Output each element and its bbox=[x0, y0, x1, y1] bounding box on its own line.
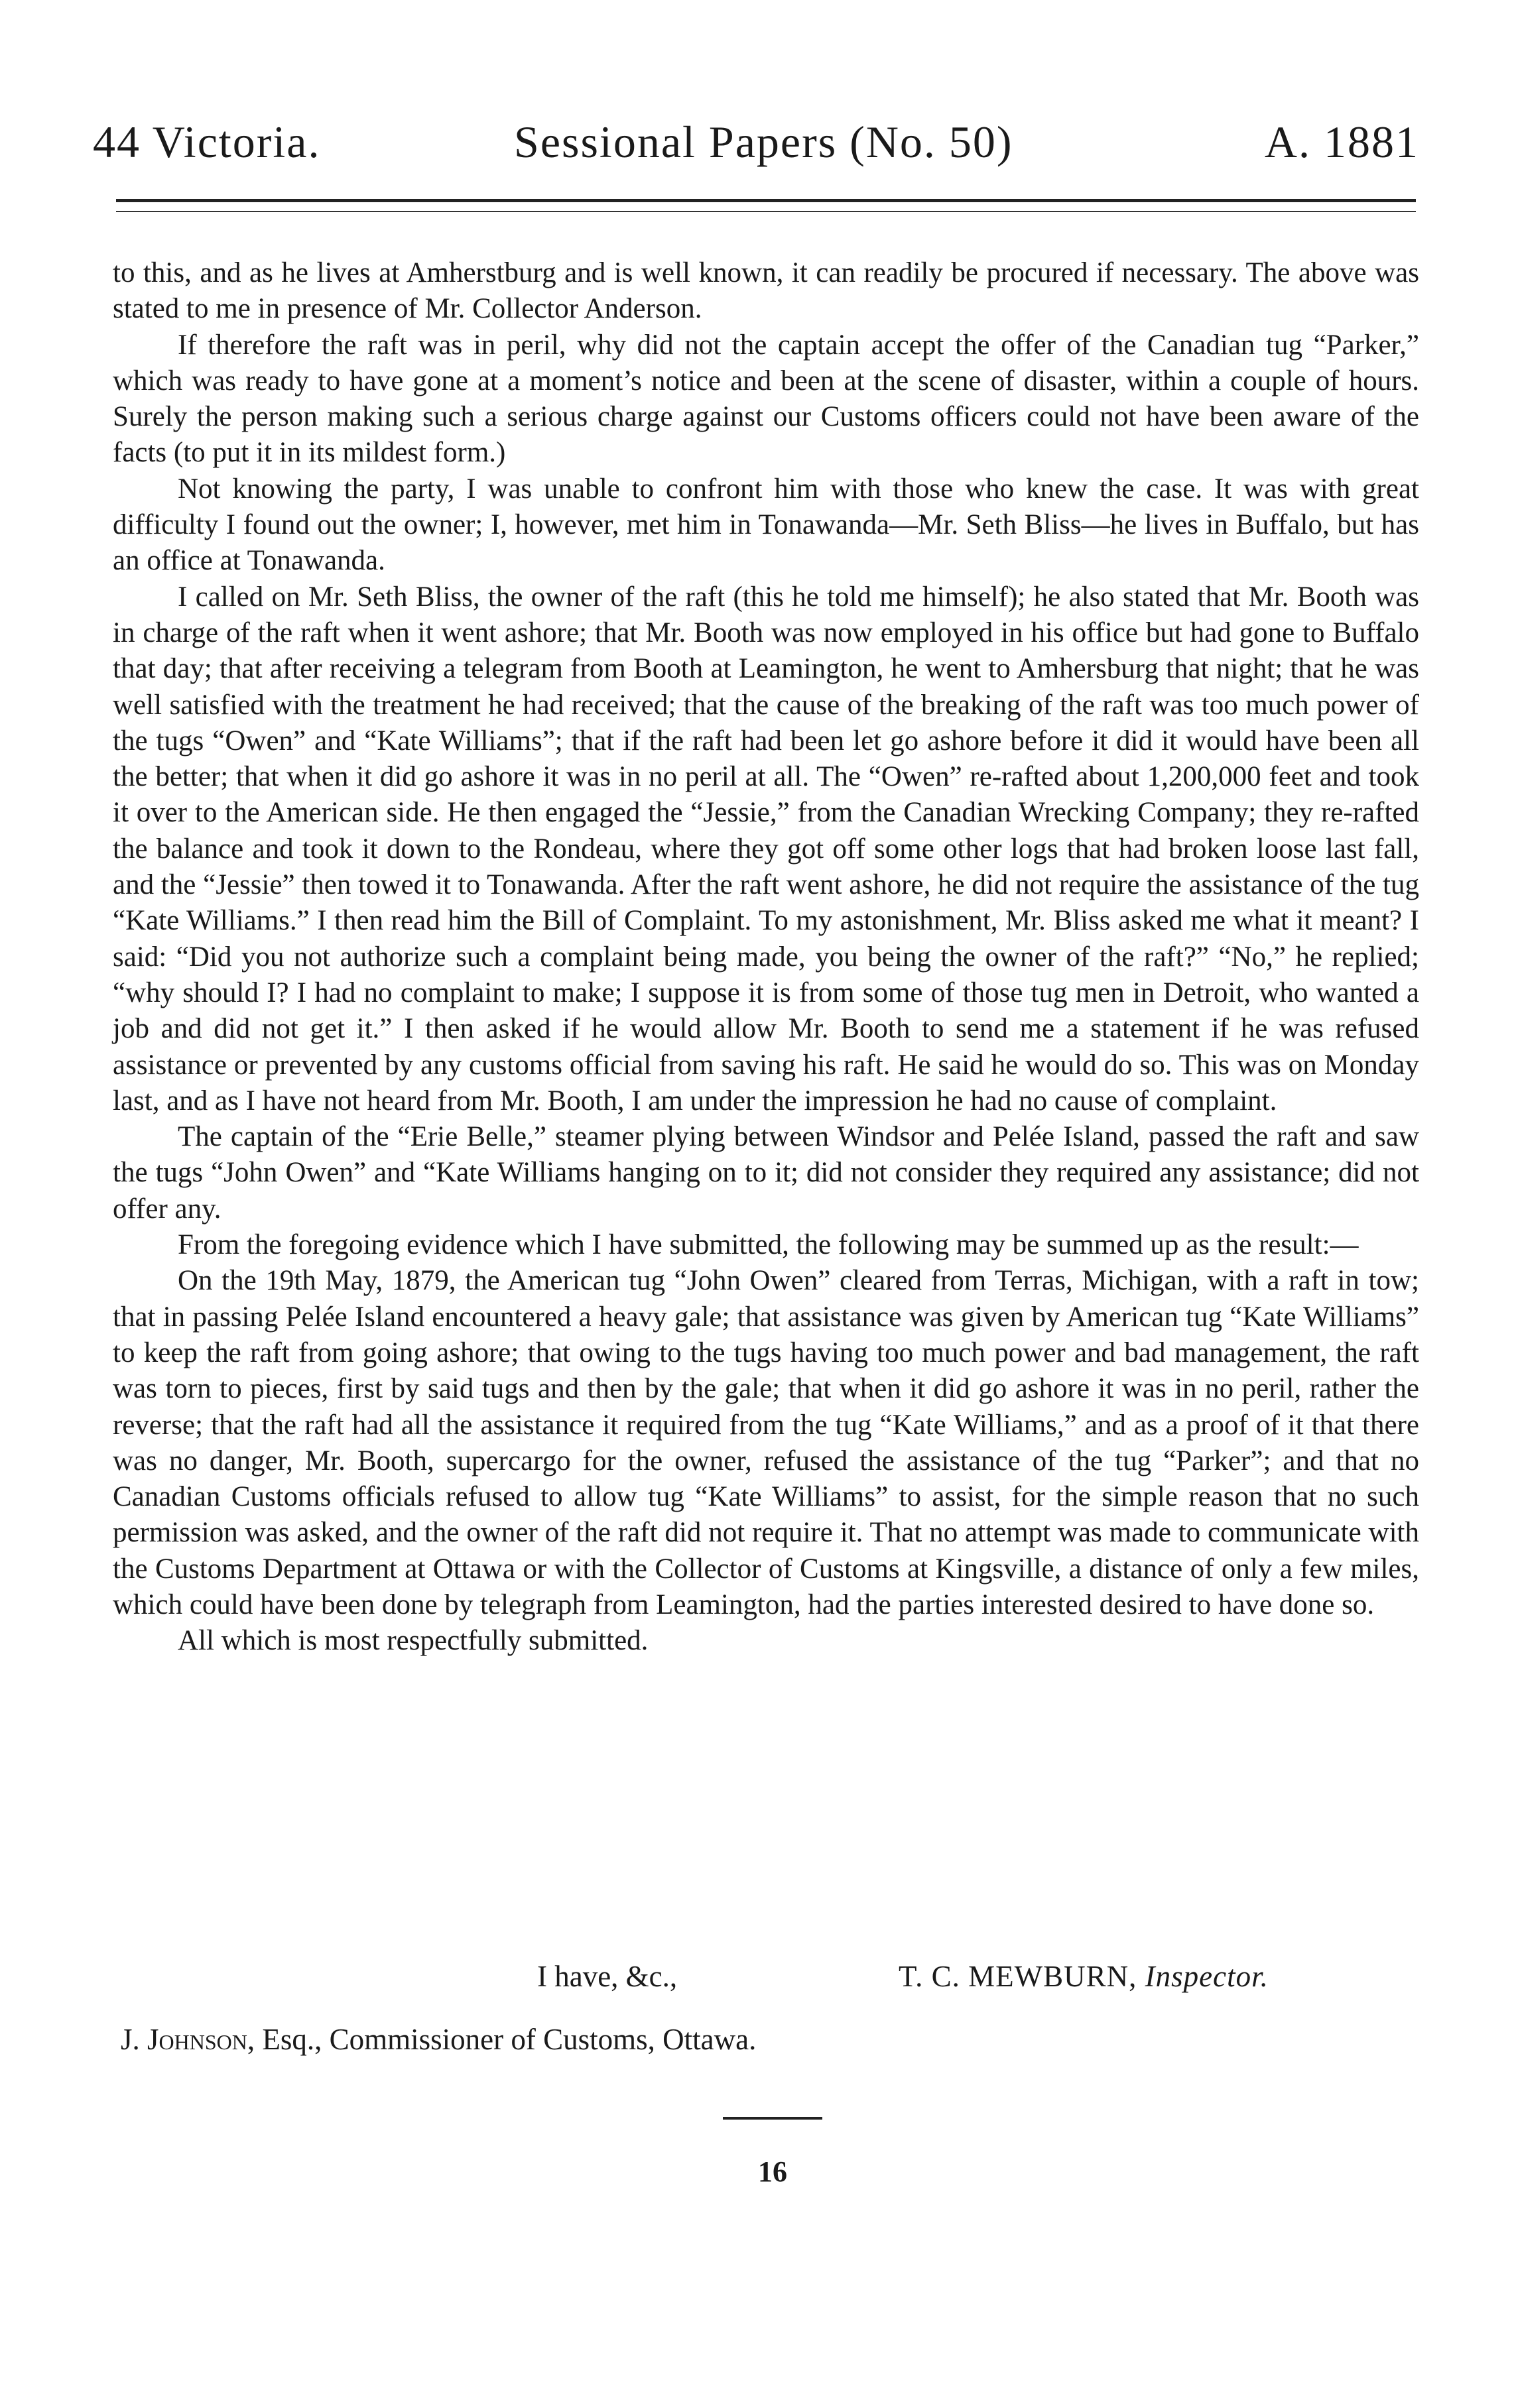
paragraph: From the foregoing evidence which I have submitted, the following may be summed up as the result:— bbox=[178, 1229, 1359, 1261]
paragraph: The captain of the “Erie Belle,” steamer plying between Windsor and Pelée Island, passed the raft and saw the tugs “John Owen” and “Kate Williams hanging on to it; did not consider they required any assistance; did not offer any. bbox=[113, 1121, 1419, 1225]
header-rule-thin bbox=[116, 211, 1416, 212]
paragraph: All which is most respectfully submitted. bbox=[178, 1625, 649, 1657]
paragraph: to this, and as he lives at Amherstburg and is well known, it can readily be procured if necessary. The above was stated to me in presence of Mr. Collector Anderson. bbox=[113, 257, 1419, 325]
running-header bbox=[93, 116, 1419, 176]
paragraph: I called on Mr. Seth Bliss, the owner of the raft (this he told me himself); he also stated that Mr. Booth was in charge of the raft when it went ashore; that Mr. Booth was now employed in his office but had gone to Buffalo that day; that after receiving a telegram from Booth at Leamington, he went to Amhersburg that night; that he was well satisfied with the treatment he had received; that the cause of the breaking of the raft was too much power of the tugs “Owen” and “Kate Williams”; that if the raft had been let go ashore before it did it would have been all the better; that when it did go ashore it was in no peril at all. The “Owen” re-rafted about 1,200,000 feet and took it over to the American side. He then engaged the “Jessie,” from the Canadian Wrecking Company; they re-rafted the balance and took it down to the Rondeau, where they got off some other logs that had broken loose last fall, and the “Jessie” then towed it to Tonawanda. After the raft went ashore, he did not require the assistance of the tug “Kate Williams.” I then read him the Bill of Complaint. To my astonishment, Mr. Bliss asked me what it meant? I said: “Did you not authorize such a complaint being made, you being the owner of the raft?” “No,” he replied; “why should I? I had no complaint to make; I suppose it is from some of those tug men in Detroit, who wanted a job and did not get it.” I then asked if he would allow Mr. Booth to send me a statement if he was refused assistance or prevented by any customs official from saving his raft. He said he would do so. This was on Monday last, and as I have not heard from Mr. Booth, I am under the impression he had no cause of complaint. bbox=[113, 581, 1419, 1116]
body-text bbox=[113, 255, 1419, 1659]
addressee-surname: Johnson bbox=[147, 2023, 247, 2056]
addressee-line bbox=[121, 2022, 756, 2057]
page-number: 16 bbox=[758, 2155, 787, 2188]
header-rule-thick bbox=[116, 199, 1416, 202]
addressee-initial: J. bbox=[121, 2023, 148, 2056]
paragraph: Not knowing the party, I was unable to confront him with those who knew the case. It was with great difficulty I found out the owner; I, however, met him in Tonawanda—Mr. Seth Bliss—he lives in Buffalo, but has an office at Tonawanda. bbox=[113, 473, 1419, 577]
signature-block bbox=[113, 1959, 1419, 1999]
header-volume: 44 Victoria. bbox=[93, 117, 321, 167]
addressee-details: , Esq., Commissioner of Customs, Ottawa. bbox=[247, 2023, 757, 2056]
paragraph: If therefore the raft was in peril, why did not the captain accept the offer of the Canadian tug “Parker,” which was ready to have gone at a moment’s notice and been at the scene of disaster, within a couple of hours. Surely the person making such a serious charge against our Customs officers could not have been aware of the facts (to put it in its mildest form.) bbox=[113, 329, 1419, 469]
paragraph: On the 19th May, 1879, the American tug “John Owen” cleared from Terras, Michigan, with a raft in tow; that in passing Pelée Island encountered a heavy gale; that assistance was given by American tug “Kate Williams” to keep the raft from going ashore; that owing to the tugs having too much power and bad management, the raft was torn to pieces, first by said tugs and then by the gale; that when it did go ashore it was in no peril, rather the reverse; that the raft had all the assistance it required from the tug “Kate Williams,” and as a proof of it that there was no danger, Mr. Booth, supercargo for the owner, refused the assistance of the tug “Parker”; and that no Canadian Customs officials refused to allow tug “Kate Williams” to assist, for the simple reason that no such permission was asked, and the owner of the raft did not require it. That no attempt was made to communicate with the Customs Department at Ottawa or with the Collector of Customs at Kingsville, a distance of only a few miles, which could have been done by telegraph from Leamington, had the parties interested desired to have done so. bbox=[113, 1265, 1419, 1620]
signature-name-line bbox=[899, 1959, 1269, 1994]
signatory-name: T. C. MEWBURN, bbox=[899, 1960, 1137, 1993]
signatory-title: Inspector. bbox=[1145, 1960, 1269, 1993]
closing-salutation: I have, &c., bbox=[537, 1960, 678, 1993]
header-year: A. 1881 bbox=[1264, 117, 1419, 167]
header-title: Sessional Papers (No. 50) bbox=[514, 117, 1013, 167]
footer-rule bbox=[723, 2117, 822, 2120]
